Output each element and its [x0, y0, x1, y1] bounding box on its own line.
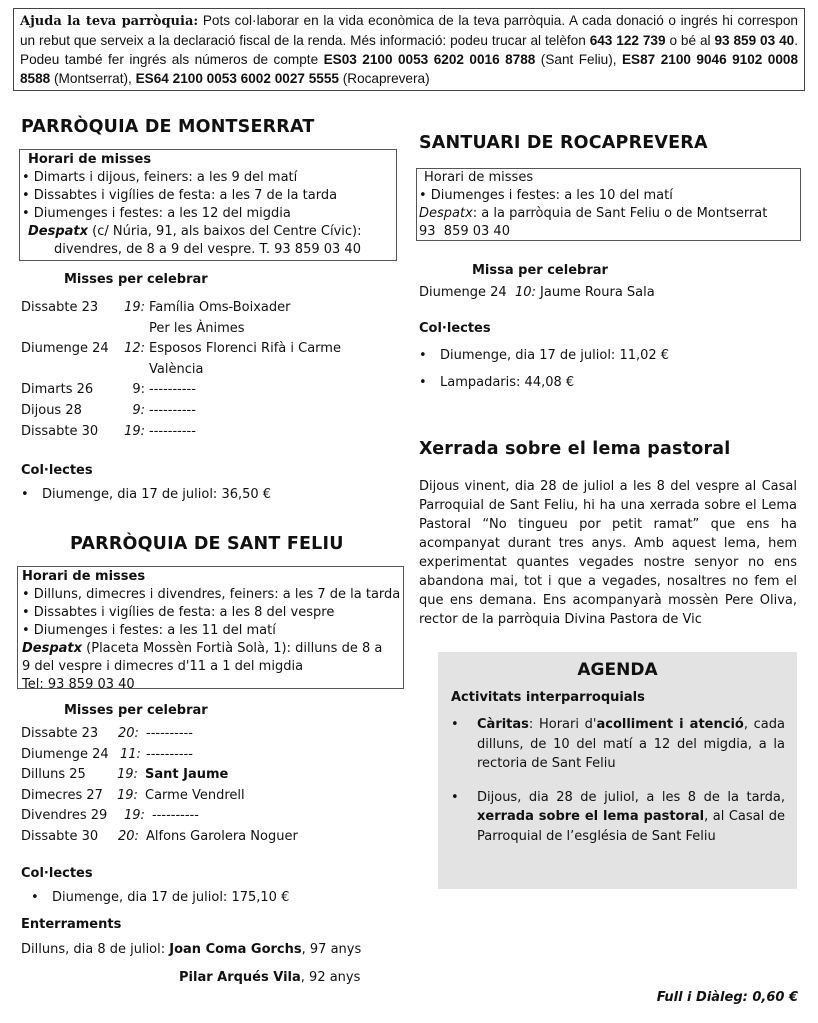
bullet-icon: •	[451, 717, 459, 732]
montserrat-collections-title: Col·lectes	[21, 463, 93, 478]
mass-row: Diumenge 24 11: ----------	[21, 746, 193, 762]
iban-rocaprevera: ES64 2100 0053 6002 0027 5555	[135, 71, 339, 86]
office-hours: 9 del vespre i dimecres d'11 a 1 del migdia	[22, 659, 304, 674]
mass-row: Diumenge 24 10: Jaume Roura Sala	[419, 285, 655, 300]
montserrat-masses-list	[21, 298, 341, 442]
santfeliu-masses-list	[21, 724, 298, 848]
mass-row: València	[149, 361, 204, 377]
collection-item: • Diumenge, dia 17 de juliol: 11,02 €	[419, 348, 670, 363]
mass-row: Dissabte 23 20: ----------	[21, 726, 193, 741]
donation-info-box: Ajuda la teva parròquia: Pots col·laborar en la vida econòmica de la teva parròquia. A cada donació o ingrés hi correspon un rebut que serveix a la declaració fiscal de la renda. Més informació: podeu trucar al telèfon 643 122 739 o bé al 93 859 03 40. Podeu també fer ingrés als números de compte ES03 2100 0053 6202 0016 8788 (Sant Feliu), ES87 2100 9046 9102 0008 8588 (Montserrat), ES64 2100 0053 6002 0027 5555 (Rocaprevera)	[13, 8, 805, 91]
funerals-title: Enterraments	[21, 917, 122, 932]
schedule-item: • Dilluns, dimecres i divendres, feiners: a les 7 de la tarda	[22, 587, 401, 602]
funeral-item: Pilar Arqués Vila, 92 anys	[179, 970, 361, 985]
mass-row: Dimecres 27 19: Carme Vendrell	[21, 787, 245, 803]
donation-title: Ajuda la teva parròquia:	[20, 14, 199, 29]
rocaprevera-schedule-box	[416, 168, 801, 241]
schedule-item: • Dissabtes i vigílies de festa: a les 7 de la tarda	[22, 188, 338, 203]
schedule-item: • Diumenges i festes: a les 10 del matí	[419, 188, 673, 203]
mass-row: Dimarts 26 9: ----------	[21, 382, 196, 398]
mass-row: Dijous 28 9: ----------	[21, 402, 196, 418]
rocaprevera-masses-title: Missa per celebrar	[472, 263, 608, 278]
agenda-subtitle: Activitats interparroquials	[451, 690, 645, 705]
collection-item: • Diumenge, dia 17 de juliol: 175,10 €	[31, 890, 290, 905]
phone-number: 643 122 739	[589, 33, 666, 48]
mass-row: Divendres 29 19: ----------	[21, 808, 199, 824]
schedule-item: • Dimarts i dijous, feiners: a les 9 del matí	[22, 170, 298, 185]
rocaprevera-collections-title: Col·lectes	[419, 321, 491, 336]
montserrat-schedule-box	[19, 149, 397, 261]
agenda-title: AGENDA	[577, 660, 658, 680]
talk-title: Xerrada sobre el lema pastoral	[419, 439, 731, 459]
montserrat-title: PARRÒQUIA DE MONTSERRAT	[21, 117, 315, 137]
office-info: Despatx (Placeta Mossèn Fortià Solà, 1): dilluns de 8 a	[22, 641, 383, 656]
collection-item: • Lampadaris: 44,08 €	[419, 375, 575, 390]
santfeliu-title: PARRÒQUIA DE SANT FELIU	[70, 534, 344, 554]
schedule-title: Horari de misses	[22, 569, 146, 584]
iban-sant-feliu: ES03 2100 0053 6202 0016 8788	[323, 52, 536, 67]
santfeliu-schedule-box	[17, 566, 404, 692]
talk-body: Dijous vinent, dia 28 de juliol a les 8 del vespre al Casal Parroquial de Sant Feliu, hi ha una xerrada sobre el Lema Pastoral “No tingueu por petit ramat” que ens ha acompanyat durant tres anys. Amb aquest lema, hem experimentat quantes vegades nostre senyor no ens abandona mai, tot i que a vegades, nosaltres no fem el que ens demana. Ens acompanyarà mossèn Pere Oliva, rector de la parròquia Divina Pastora de Vic	[419, 479, 797, 627]
mass-row: Dilluns 25 19: Sant Jaume	[21, 767, 229, 783]
funeral-item: Dilluns, dia 8 de juliol: Joan Coma Gorchs, 97 anys	[21, 942, 362, 957]
office-info: Despatx: a la parròquia de Sant Feliu o de Montserrat	[419, 206, 768, 221]
rocaprevera-title: SANTUARI DE ROCAPREVERA	[419, 133, 708, 153]
santfeliu-collections-title: Col·lectes	[21, 866, 93, 881]
schedule-item: • Diumenges i festes: a les 11 del matí	[22, 623, 276, 638]
mass-row: Dissabte 30 19: ----------	[21, 423, 196, 439]
office-info: Despatx (c/ Núria, 91, als baixos del Centre Cívic):	[28, 224, 362, 239]
schedule-title: Horari de misses	[28, 152, 152, 167]
santfeliu-masses-title: Misses per celebrar	[64, 703, 208, 718]
mass-row: Dissabte 23 19: Família Oms-Boixader	[21, 300, 291, 315]
bullet-icon: •	[451, 789, 459, 805]
schedule-item: • Diumenges i festes: a les 12 del migdia	[22, 206, 291, 221]
mass-row: Per les Ànimes	[149, 320, 245, 336]
mass-row: Diumenge 24 12: Esposos Florenci Rifà i Carme	[21, 341, 341, 357]
schedule-item: • Dissabtes i vigílies de festa: a les 8 del vespre	[22, 605, 335, 620]
agenda-item: • Càritas: Horari d'acolliment i atenció, cada dilluns, de 10 del matí a 12 del migdia, a la rectoria de Sant Feliu	[451, 717, 785, 771]
office-phone: 93 859 03 40	[419, 224, 510, 239]
office-hours: divendres, de 8 a 9 del vespre. T. 93 859 03 40	[54, 242, 361, 257]
montserrat-masses-title: Misses per celebrar	[64, 272, 208, 287]
iban-montserrat: ES87 2100 9046 9102 0008 8588	[20, 52, 799, 86]
schedule-title: Horari de misses	[424, 170, 534, 185]
phone-number: 93 859 03 40	[714, 33, 795, 48]
agenda-box	[438, 652, 797, 889]
agenda-item: • Dijous, dia 28 de juliol, a les 8 de la tarda, xerrada sobre el lema pastoral, al Casal de Parroquial de l’església de Sant Feliu	[451, 789, 785, 844]
office-phone: Tel: 93 859 03 40	[22, 677, 135, 692]
mass-row: Dissabte 30 20: Alfons Garolera Noguer	[21, 828, 298, 844]
collection-item: • Diumenge, dia 17 de juliol: 36,50 €	[21, 487, 272, 502]
price-footer: Full i Diàleg: 0,60 €	[656, 990, 798, 1005]
